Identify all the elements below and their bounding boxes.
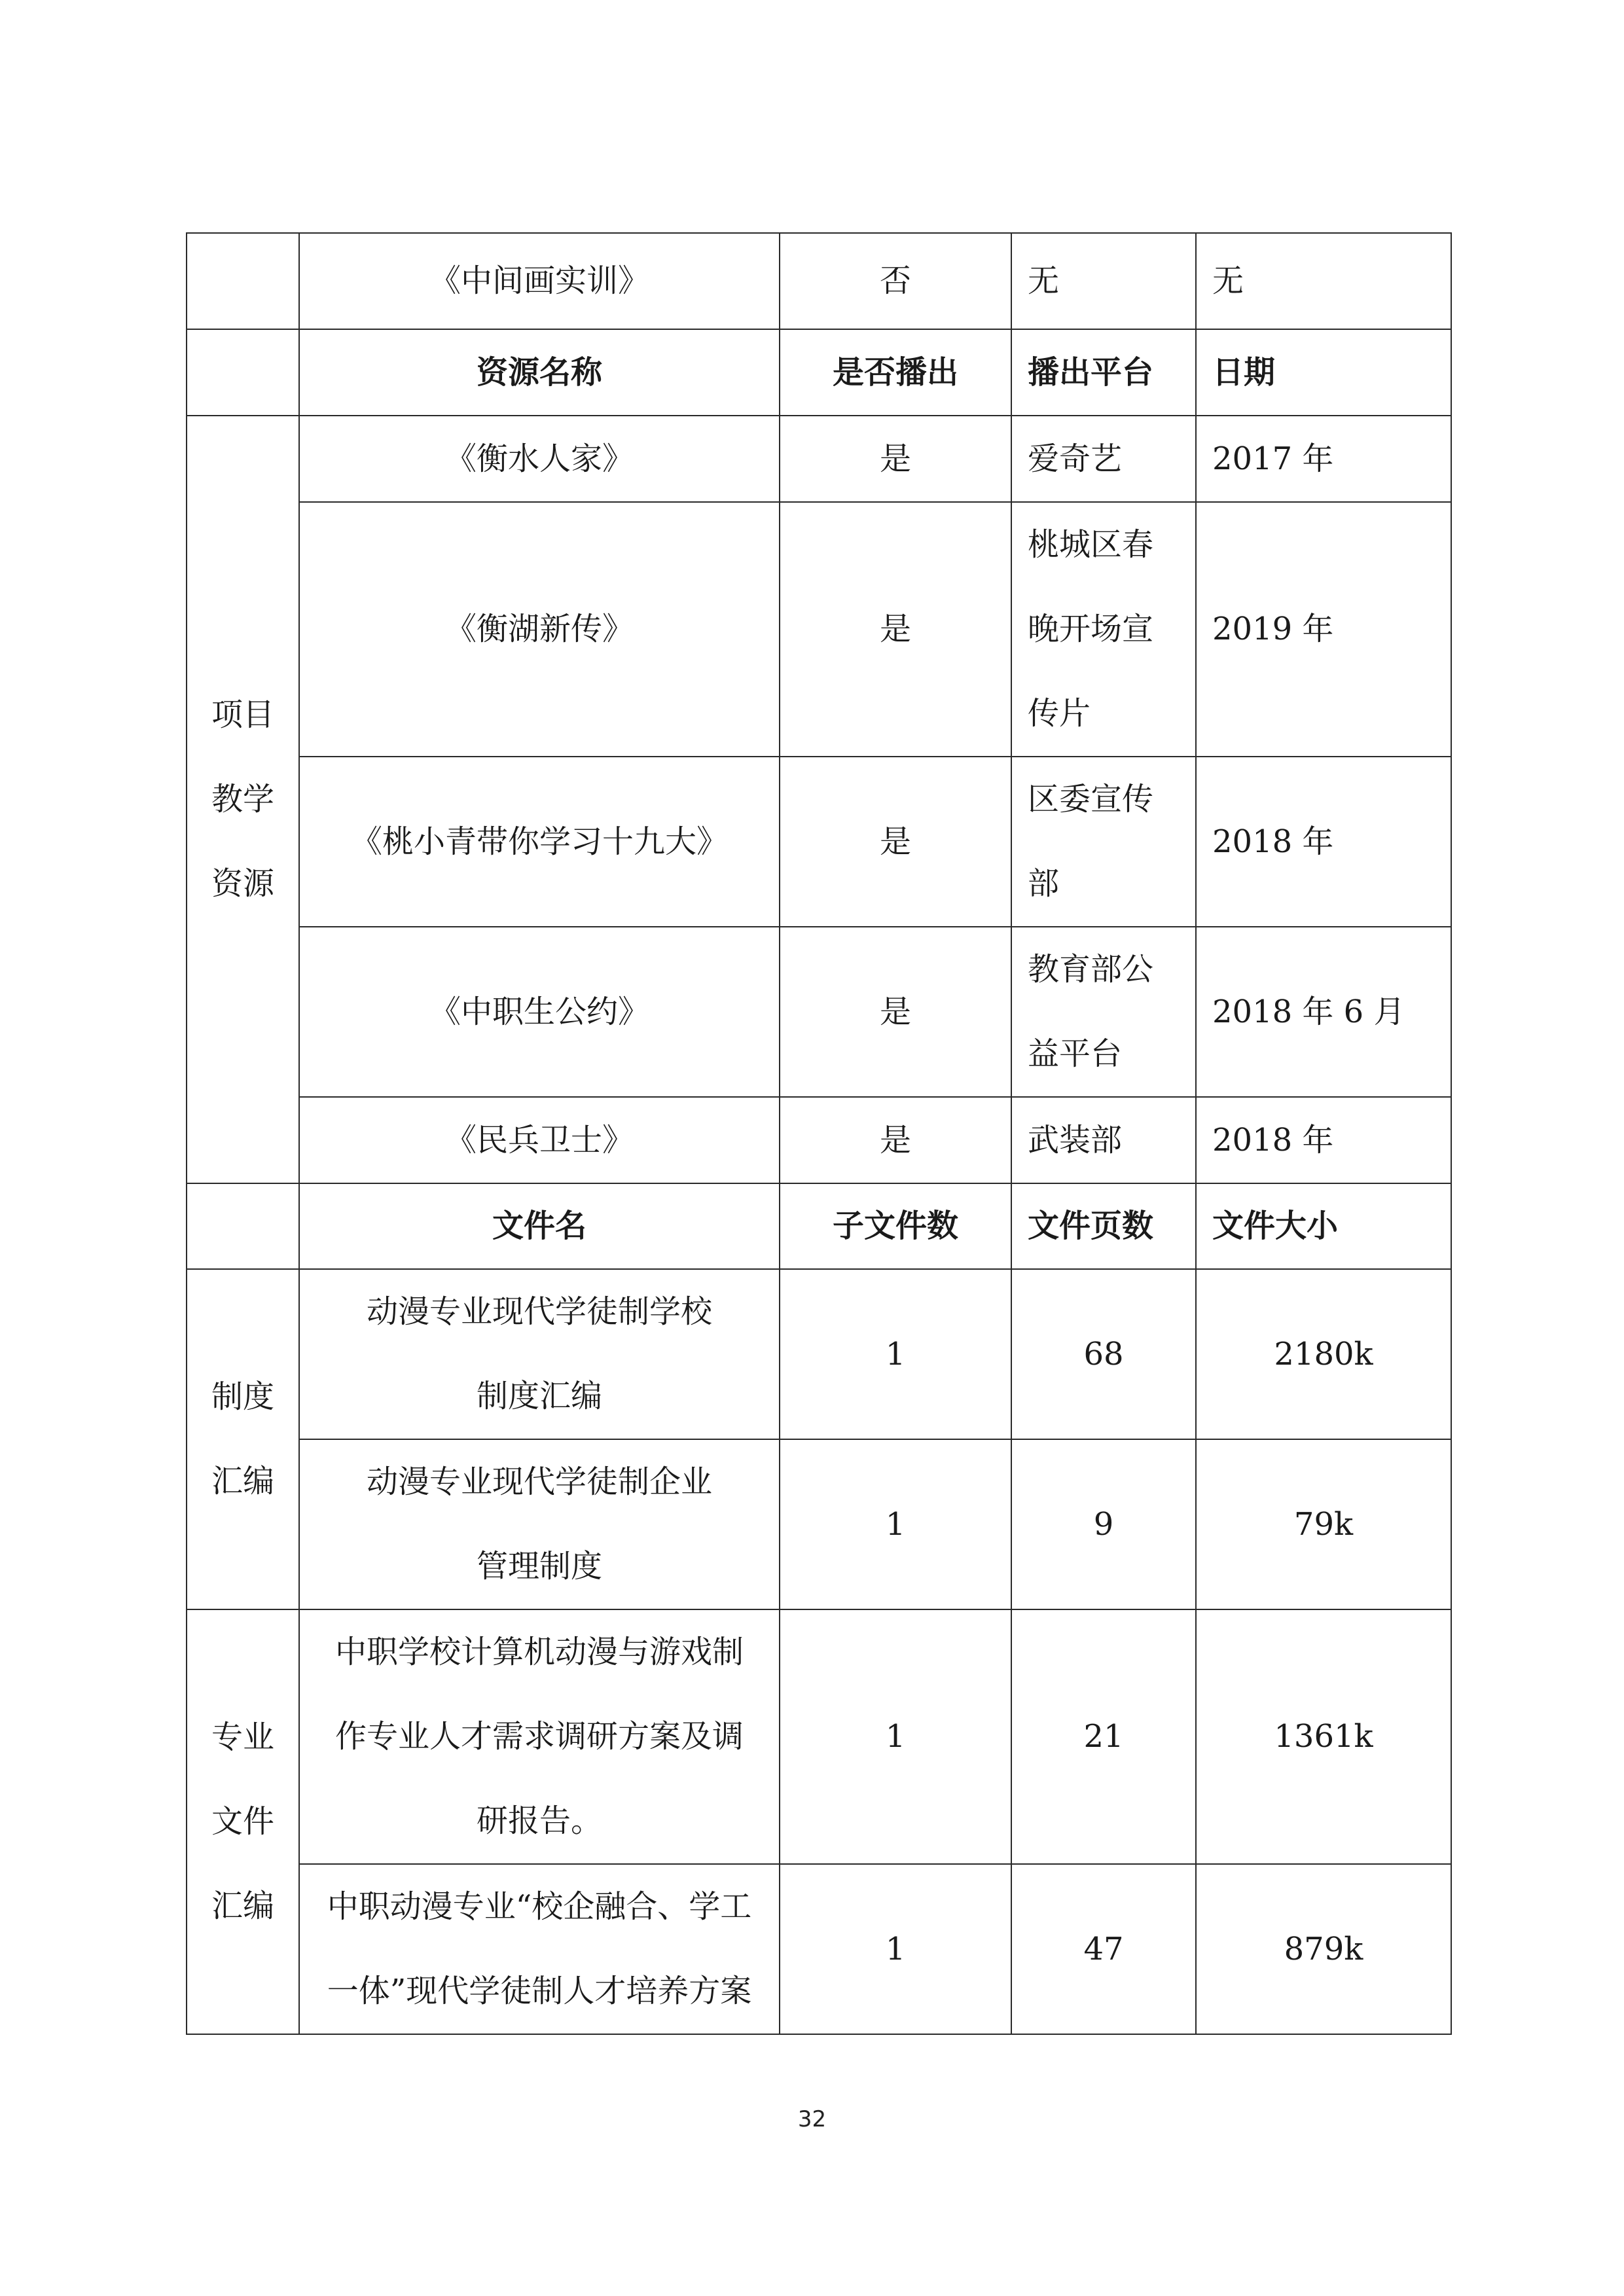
- column-header-subfiles: 子文件数: [780, 1183, 1011, 1269]
- section-label-professional: 专业 文件 汇编: [187, 1609, 299, 2034]
- table-row: [187, 416, 1451, 502]
- side-label-empty: [187, 233, 299, 329]
- subfile-count: 1: [780, 1269, 1011, 1439]
- file-size: 79k: [1196, 1439, 1451, 1609]
- column-header-pages: 文件页数: [1011, 1183, 1196, 1269]
- resource-table: [186, 232, 1452, 2035]
- resource-name: 《衡湖新传》: [299, 502, 780, 757]
- resource-name: 《民兵卫士》: [299, 1097, 780, 1183]
- broadcast-status: 是: [780, 757, 1011, 927]
- broadcast-date: 无: [1196, 233, 1451, 329]
- page-count: 9: [1011, 1439, 1196, 1609]
- column-header-date: 日期: [1196, 329, 1451, 416]
- broadcast-platform: 爱奇艺: [1011, 416, 1196, 502]
- broadcast-platform: 区委宣传 部: [1011, 757, 1196, 927]
- broadcast-date: 2018 年: [1196, 1097, 1451, 1183]
- broadcast-platform: 武装部: [1011, 1097, 1196, 1183]
- table-row: [187, 1864, 1451, 2034]
- file-size: 879k: [1196, 1864, 1451, 2034]
- page-number: 32: [797, 2106, 827, 2132]
- column-header-size: 文件大小: [1196, 1183, 1451, 1269]
- broadcast-platform: 桃城区春 晚开场宣 传片: [1011, 502, 1196, 757]
- table-row: [187, 502, 1451, 757]
- table-row: [187, 233, 1451, 329]
- table-row: [187, 1269, 1451, 1439]
- column-header-name: 资源名称: [299, 329, 780, 416]
- resource-name: 《中职生公约》: [299, 927, 780, 1097]
- table-row: [187, 1097, 1451, 1183]
- table-row: [187, 1609, 1451, 1864]
- broadcast-status: 是: [780, 927, 1011, 1097]
- column-header-broadcast: 是否播出: [780, 329, 1011, 416]
- file-name: 中职学校计算机动漫与游戏制 作专业人才需求调研方案及调 研报告。: [299, 1609, 780, 1864]
- file-name: 动漫专业现代学徒制学校 制度汇编: [299, 1269, 780, 1439]
- page-count: 68: [1011, 1269, 1196, 1439]
- page-count: 47: [1011, 1864, 1196, 2034]
- broadcast-date: 2019 年: [1196, 502, 1451, 757]
- section-label-system: 制度 汇编: [187, 1269, 299, 1609]
- resource-name: 《中间画实训》: [299, 233, 780, 329]
- broadcast-status: 否: [780, 233, 1011, 329]
- side-label-empty: [187, 1183, 299, 1269]
- table-row: [187, 757, 1451, 927]
- broadcast-date: 2018 年: [1196, 757, 1451, 927]
- section-label-teaching: 项目 教学 资源: [187, 416, 299, 1183]
- file-name: 动漫专业现代学徒制企业 管理制度: [299, 1439, 780, 1609]
- broadcast-platform: 教育部公 益平台: [1011, 927, 1196, 1097]
- broadcast-status: 是: [780, 1097, 1011, 1183]
- table-header-row: [187, 1183, 1451, 1269]
- subfile-count: 1: [780, 1609, 1011, 1864]
- broadcast-status: 是: [780, 502, 1011, 757]
- broadcast-date: 2017 年: [1196, 416, 1451, 502]
- file-size: 1361k: [1196, 1609, 1451, 1864]
- resource-name: 《桃小青带你学习十九大》: [299, 757, 780, 927]
- page-count: 21: [1011, 1609, 1196, 1864]
- subfile-count: 1: [780, 1864, 1011, 2034]
- broadcast-status: 是: [780, 416, 1011, 502]
- column-header-platform: 播出平台: [1011, 329, 1196, 416]
- resource-name: 《衡水人家》: [299, 416, 780, 502]
- side-label-empty: [187, 329, 299, 416]
- table-row: [187, 1439, 1451, 1609]
- column-header-filename: 文件名: [299, 1183, 780, 1269]
- file-size: 2180k: [1196, 1269, 1451, 1439]
- subfile-count: 1: [780, 1439, 1011, 1609]
- broadcast-date: 2018 年 6 月: [1196, 927, 1451, 1097]
- broadcast-platform: 无: [1011, 233, 1196, 329]
- table-row: [187, 927, 1451, 1097]
- table-header-row: [187, 329, 1451, 416]
- file-name: 中职动漫专业“校企融合、学工 一体”现代学徒制人才培养方案: [299, 1864, 780, 2034]
